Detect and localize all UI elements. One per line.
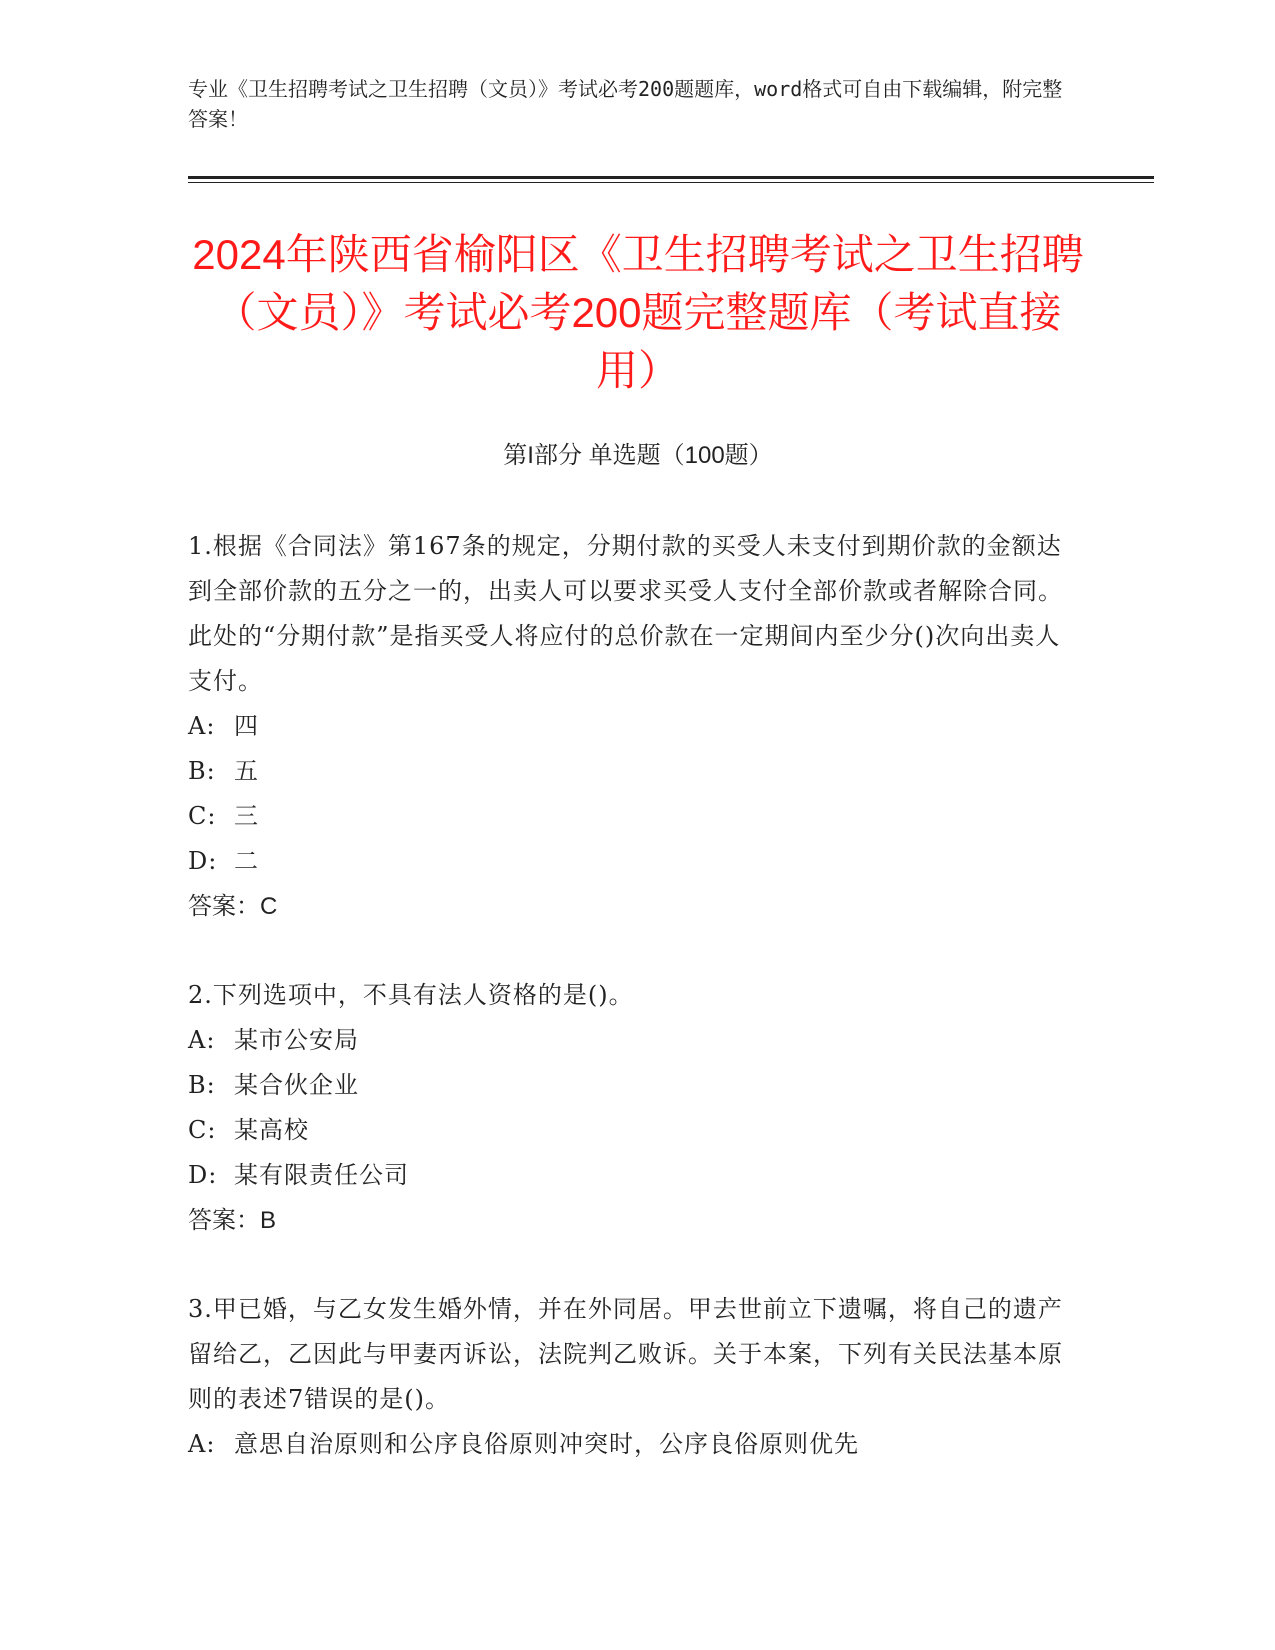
option-text: 某合伙企业 — [234, 1071, 359, 1099]
option-b — [188, 749, 1068, 794]
option-c — [188, 794, 1068, 839]
section-title: 第I部分 单选题（100题） — [503, 442, 773, 469]
answer-line: 答案：C — [188, 893, 278, 920]
option-c — [188, 1108, 1068, 1153]
option-letter: A: — [188, 1430, 216, 1458]
option-text: 二 — [234, 847, 259, 875]
option-letter: A: — [188, 1026, 216, 1054]
header-note: 专业《卫生招聘考试之卫生招聘（文员）》考试必考200题题库，word格式可自由下载编辑，附完整答案！ — [188, 77, 1063, 131]
option-text: 某市公安局 — [234, 1026, 359, 1054]
option-d — [188, 1153, 1068, 1198]
option-a — [188, 1422, 1068, 1467]
option-letter: C: — [188, 802, 217, 830]
answer-line: 答案：B — [188, 1207, 277, 1234]
option-b — [188, 1063, 1068, 1108]
header-rule-thin — [188, 182, 1154, 183]
question-text: 2.下列选项中，不具有法人资格的是()。 — [188, 981, 634, 1009]
option-a — [188, 1018, 1068, 1063]
question-1 — [188, 524, 1068, 929]
question-2 — [188, 973, 1068, 1243]
option-text: 五 — [234, 757, 259, 785]
option-text: 某高校 — [234, 1116, 309, 1144]
option-letter: C: — [188, 1116, 217, 1144]
option-text: 三 — [234, 802, 259, 830]
option-letter: B: — [188, 757, 216, 785]
option-text: 意思自治原则和公序良俗原则冲突时，公序良俗原则优先 — [234, 1430, 859, 1458]
question-3 — [188, 1287, 1068, 1467]
option-text: 四 — [234, 712, 259, 740]
option-letter: A: — [188, 712, 216, 740]
option-letter: D: — [188, 847, 218, 875]
option-a — [188, 704, 1068, 749]
option-letter: D: — [188, 1161, 218, 1189]
header-rule-thick — [188, 176, 1154, 179]
option-d — [188, 839, 1068, 884]
option-text: 某有限责任公司 — [234, 1161, 409, 1189]
question-list — [188, 524, 1068, 1511]
option-letter: B: — [188, 1071, 216, 1099]
question-text: 1.根据《合同法》第167条的规定，分期付款的买受人未支付到期价款的金额达到全部价款的五分之一的，出卖人可以要求买受人支付全部价款或者解除合同。此处的“分期付款”是指买受人将应付的总价款在一定期间内至少分()次向出卖人支付。 — [188, 532, 1063, 695]
question-text: 3.甲已婚，与乙女发生婚外情，并在外同居。甲去世前立下遗嘱，将自己的遗产留给乙，乙因此与甲妻丙诉讼，法院判乙败诉。关于本案，下列有关民法基本原则的表述7错误的是()。 — [188, 1295, 1063, 1413]
document-title: 2024年陕西省榆阳区《卫生招聘考试之卫生招聘（文员）》考试必考200题完整题库（考试直接用） — [192, 231, 1084, 394]
